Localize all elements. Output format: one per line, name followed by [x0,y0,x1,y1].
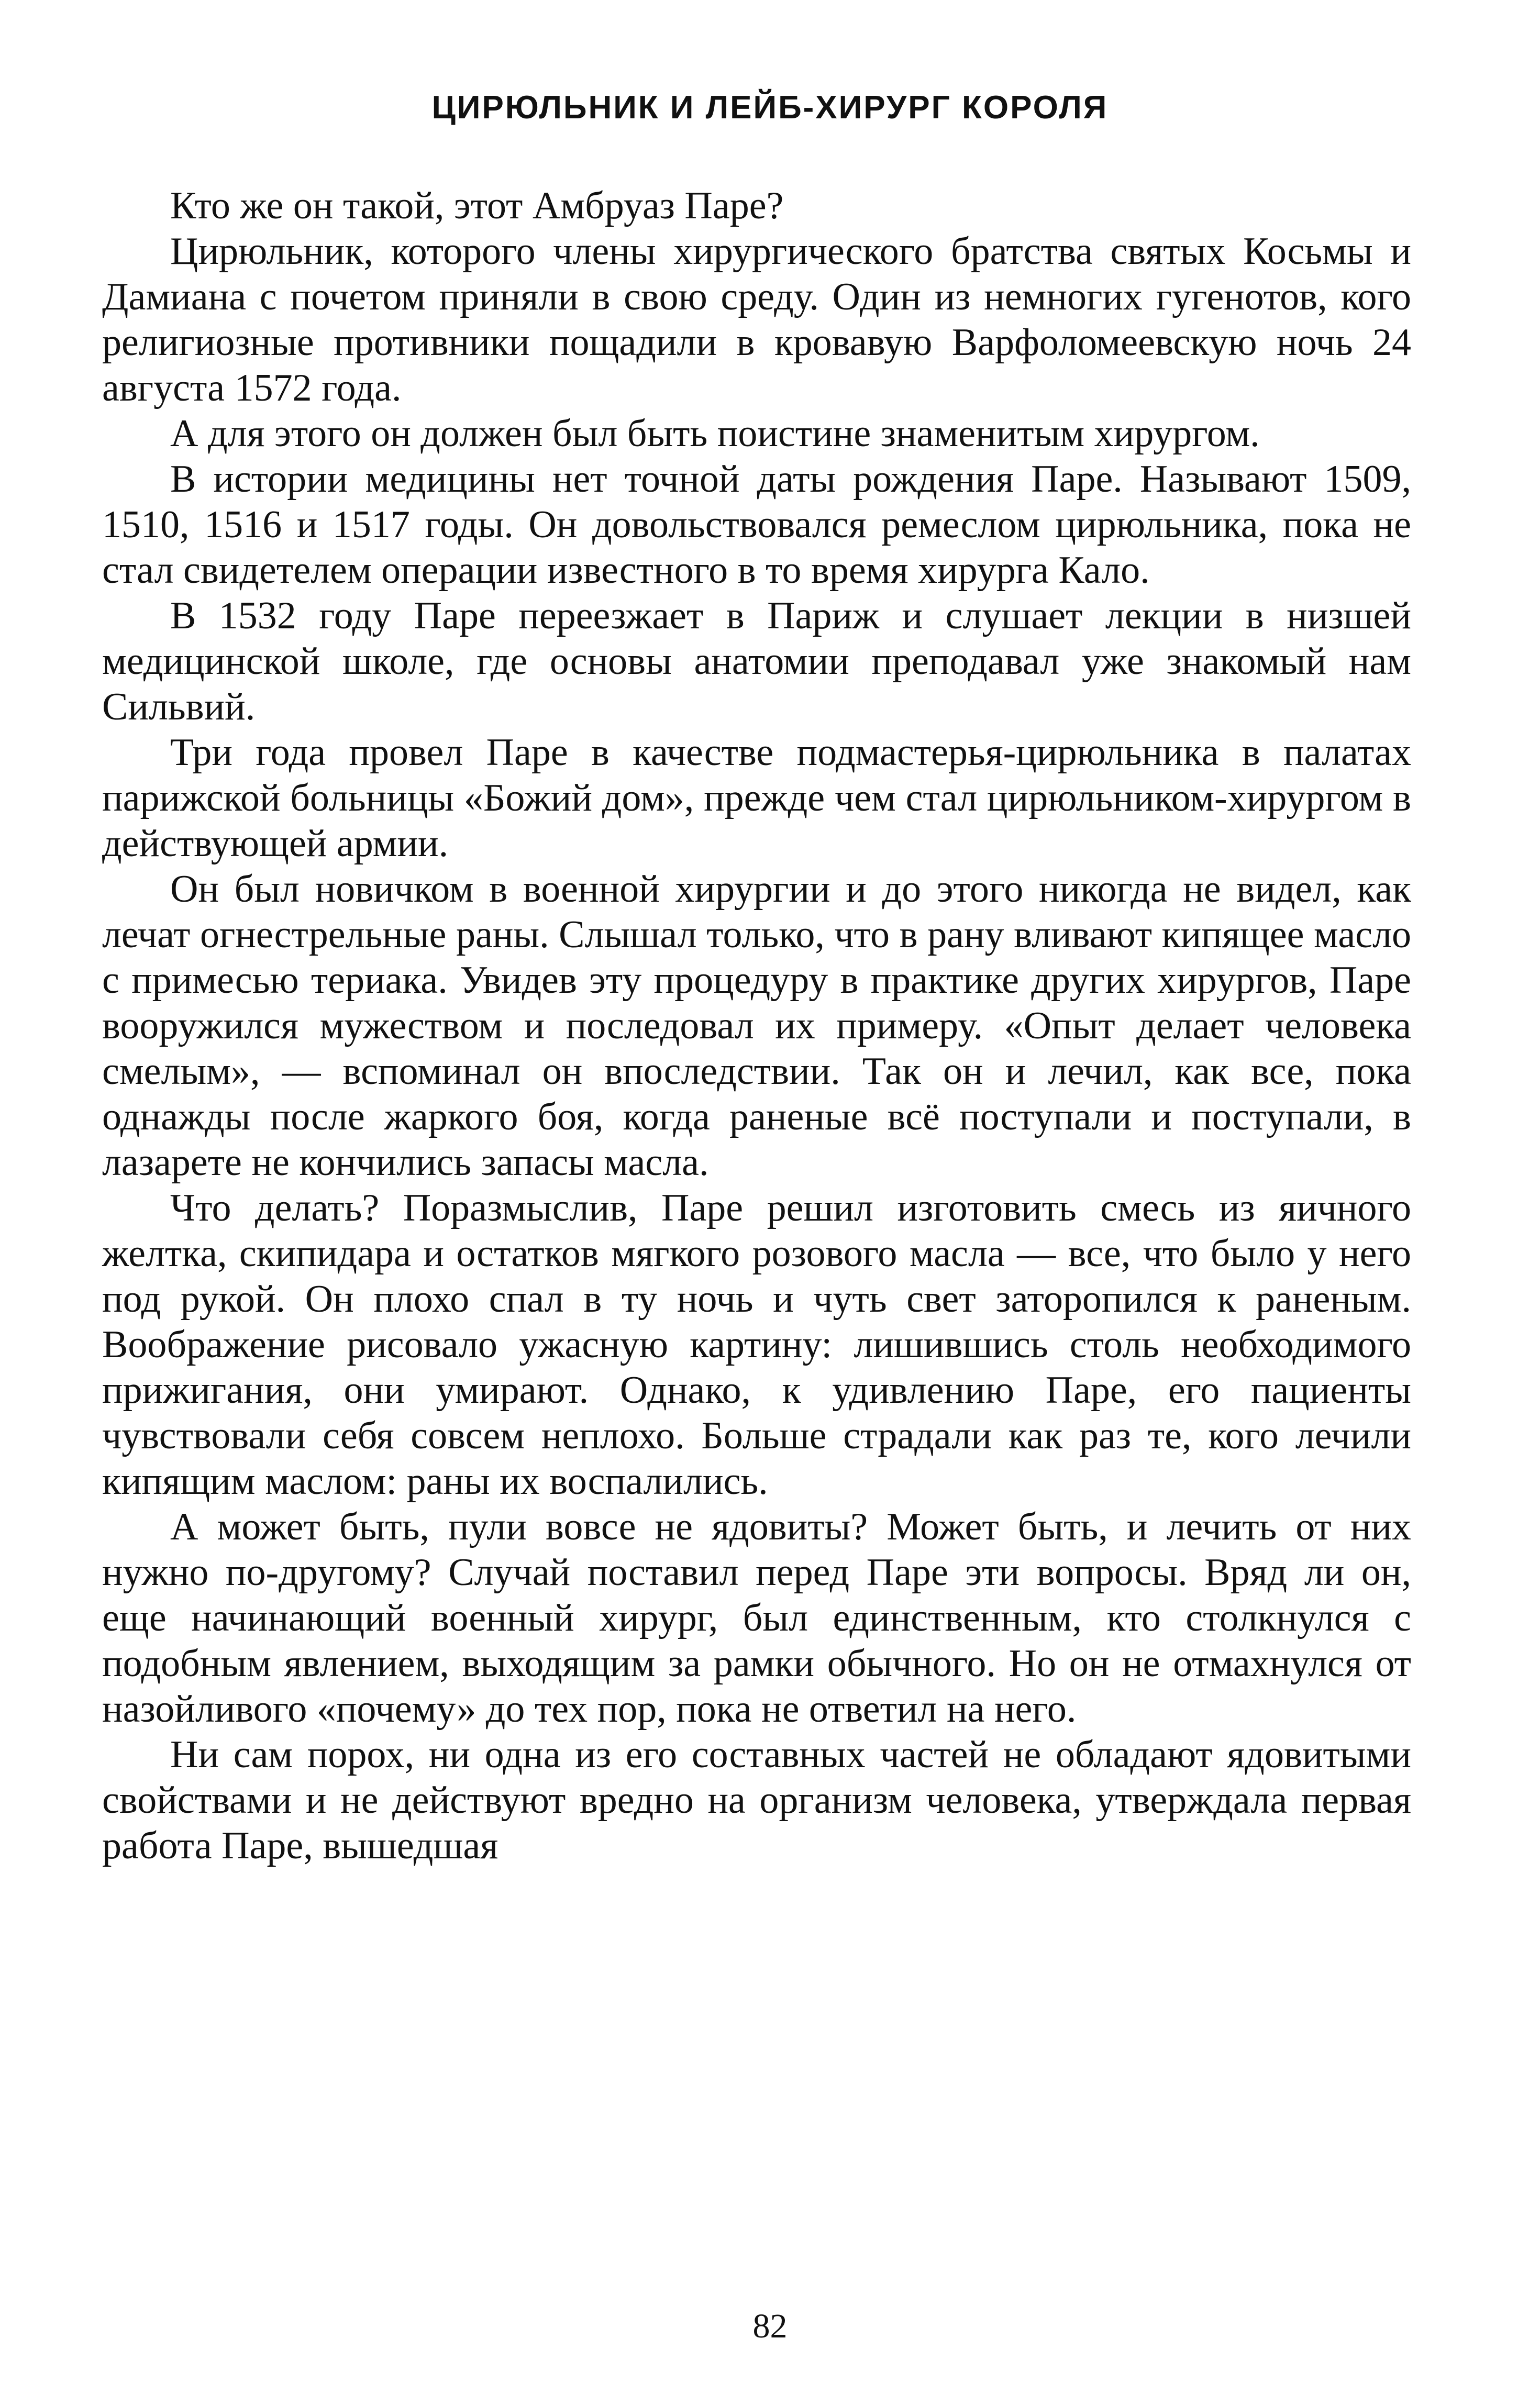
paragraph: Цирюльник, которого члены хирургического братства святых Косьмы и Дамиана с почетом приняли в свою среду. Один из немногих гугенотов, кого религиозные противники пощадили в кровавую Варфоломеевскую ночь 24 августа 1572 года. [102,230,1411,409]
paragraph: Он был новичком в военной хирургии и до этого никогда не видел, как лечат огнестрельные раны. Слышал только, что в рану вливают кипящее масло с примесью териака. Увидев эту процедуру в практике других хирургов, Паре вооружился мужеством и последовал их примеру. «Опыт делает человека смелым», — вспоминал он впоследствии. Так он и лечил, как все, пока однажды после жаркого боя, когда раненые всё поступали и поступали, в лазарете не кончились запасы масла. [102,868,1411,1184]
paragraph: Что делать? Поразмыслив, Паре решил изготовить смесь из яичного желтка, скипидара и остатков мягкого розового масла — все, что было у него под рукой. Он плохо спал в ту ночь и чуть свет заторопился к раненым. Воображение рисовало ужасную картину: лишившись столь необходимого прижигания, они умирают. Однако, к удивлению Паре, его пациенты чувствовали себя совсем неплохо. Больше страдали как раз те, кого лечили кипящим маслом: раны их воспалились. [102,1187,1411,1503]
running-head: ЦИРЮЛЬНИК И ЛЕЙБ-ХИРУРГ КОРОЛЯ [431,90,1109,126]
paragraph: В истории медицины нет точной даты рождения Паре. Называют 1509, 1510, 1516 и 1517 годы. Он довольствовался ремеслом цирюльника, пока не стал свидетелем операции известного в то время хирурга Кало. [102,458,1411,592]
page-number: 82 [752,2307,788,2345]
paragraph: Кто же он такой, этот Амбруаз Паре? [170,184,784,227]
paragraph: А может быть, пули вовсе не ядовиты? Может быть, и лечить от них нужно по-другому? Случай поставил перед Паре эти вопросы. Вряд ли он, еще начинающий военный хирург, был единственным, кто столкнулся с подобным явлением, выходящим за рамки обычного. Но он не отмахнулся от назойливого «почему» до тех пор, пока не ответил на него. [102,1505,1411,1731]
paragraph: В 1532 году Паре переезжает в Париж и слушает лекции в низшей медицинской школе, где основы анатомии преподавал уже знакомый нам Сильвий. [102,594,1411,728]
paragraph: Три года провел Паре в качестве подмастерья-цирюльника в палатах парижской больницы «Божий дом», прежде чем стал цирюльником-хирургом в действующей армии. [102,731,1411,865]
paragraph: Ни сам порох, ни одна из его составных частей не обладают ядовитыми свойствами и не действуют вредно на организм человека, утверждала первая работа Паре, вышедшая [102,1733,1411,1867]
paragraph: А для этого он должен был быть поистине знаменитым хирургом. [170,412,1260,455]
body-text [102,183,1411,1869]
